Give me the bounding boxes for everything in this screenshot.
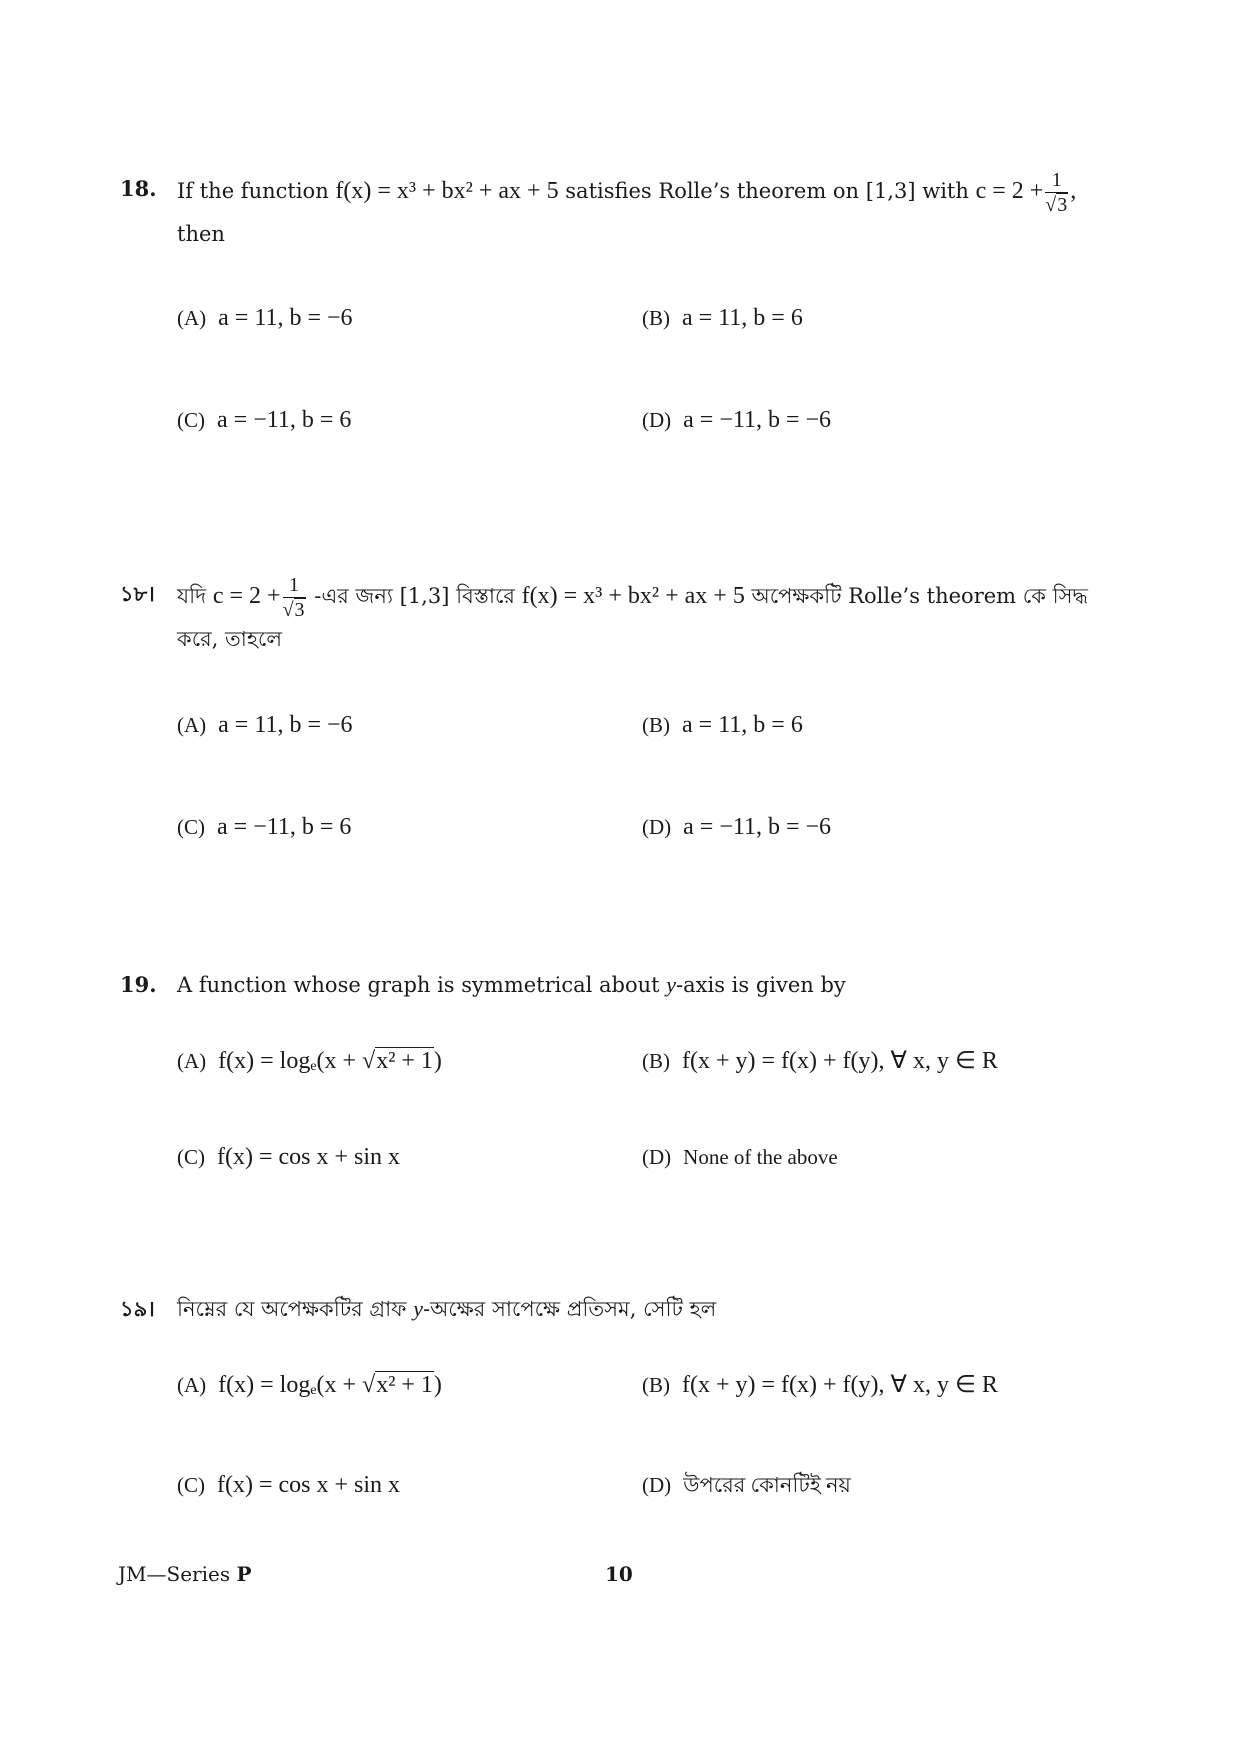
option-c[interactable]: (C) f(x) = cos x + sin x <box>177 1472 401 1498</box>
question-19-bn <box>120 1290 1130 1498</box>
question-text: satisfies Rolle’s theorem on [1,3] with <box>565 179 969 204</box>
question-text: অপেক্ষকটি Rolle’s theorem কে সিদ্ধ করে, তাহলে <box>177 584 1088 651</box>
question-text: If the function <box>177 179 329 204</box>
question-number: 19. <box>120 972 157 997</box>
equation: f(x) = x³ + bx² + ax + 5 <box>335 178 559 205</box>
option-a[interactable]: (A) f(x) = logₑ(x + √x² + 1) <box>177 1372 442 1398</box>
option-a[interactable]: (A) f(x) = logₑ(x + √x² + 1) <box>177 1048 442 1074</box>
option-d[interactable]: (D) a = −11, b = −6 <box>642 814 832 840</box>
option-d[interactable]: (D) a = −11, b = −6 <box>642 407 832 433</box>
question-19-en <box>120 966 1130 1170</box>
axis-variable: y <box>413 1296 423 1321</box>
page-number: 10 <box>605 1562 633 1586</box>
option-b[interactable]: (B) f(x + y) = f(x) + f(y), ∀ x, y ∈ R <box>642 1372 998 1398</box>
question-18-bn <box>120 574 1130 840</box>
question-text: A function whose graph is symmetrical about <box>177 973 660 997</box>
option-a[interactable]: (A) a = 11, b = −6 <box>177 305 353 331</box>
question-number: ১৯। <box>120 1296 155 1321</box>
option-c[interactable]: (C) a = −11, b = 6 <box>177 814 352 840</box>
series-label: JM—Series P <box>118 1562 252 1586</box>
question-text: নিম্নের যে অপেক্ষকটির গ্রাফ <box>177 1297 407 1321</box>
c-value: c = 2 + $\frac{1}{√3}$ , <box>975 169 1077 216</box>
axis-variable: y <box>666 972 677 997</box>
option-d[interactable]: (D) উপরের কোনটিই নয় <box>642 1473 851 1497</box>
option-b[interactable]: (B) a = 11, b = 6 <box>642 712 803 738</box>
question-number: 18. <box>120 176 157 201</box>
question-text: যদি <box>177 584 207 609</box>
option-c[interactable]: (C) f(x) = cos x + sin x <box>177 1144 401 1170</box>
question-18-en <box>120 169 1130 433</box>
option-b[interactable]: (B) f(x + y) = f(x) + f(y), ∀ x, y ∈ R <box>642 1048 998 1074</box>
question-text: -axis is given by <box>676 973 846 997</box>
equation: f(x) = x³ + bx² + ax + 5 <box>521 583 745 610</box>
c-value: c = 2 + $\frac{1}{√3}$ <box>212 574 305 621</box>
option-a[interactable]: (A) a = 11, b = −6 <box>177 712 353 738</box>
question-text: then <box>177 222 225 246</box>
question-number: ১৮। <box>120 581 155 606</box>
option-b[interactable]: (B) a = 11, b = 6 <box>642 305 803 331</box>
question-text: -অক্ষের সাপেক্ষে প্রতিসম, সেটি হল <box>423 1297 717 1321</box>
question-text: -এর জন্য [1,3] বিস্তারে <box>314 584 515 609</box>
option-d[interactable]: (D) None of the above <box>642 1145 838 1169</box>
option-c[interactable]: (C) a = −11, b = 6 <box>177 407 352 433</box>
